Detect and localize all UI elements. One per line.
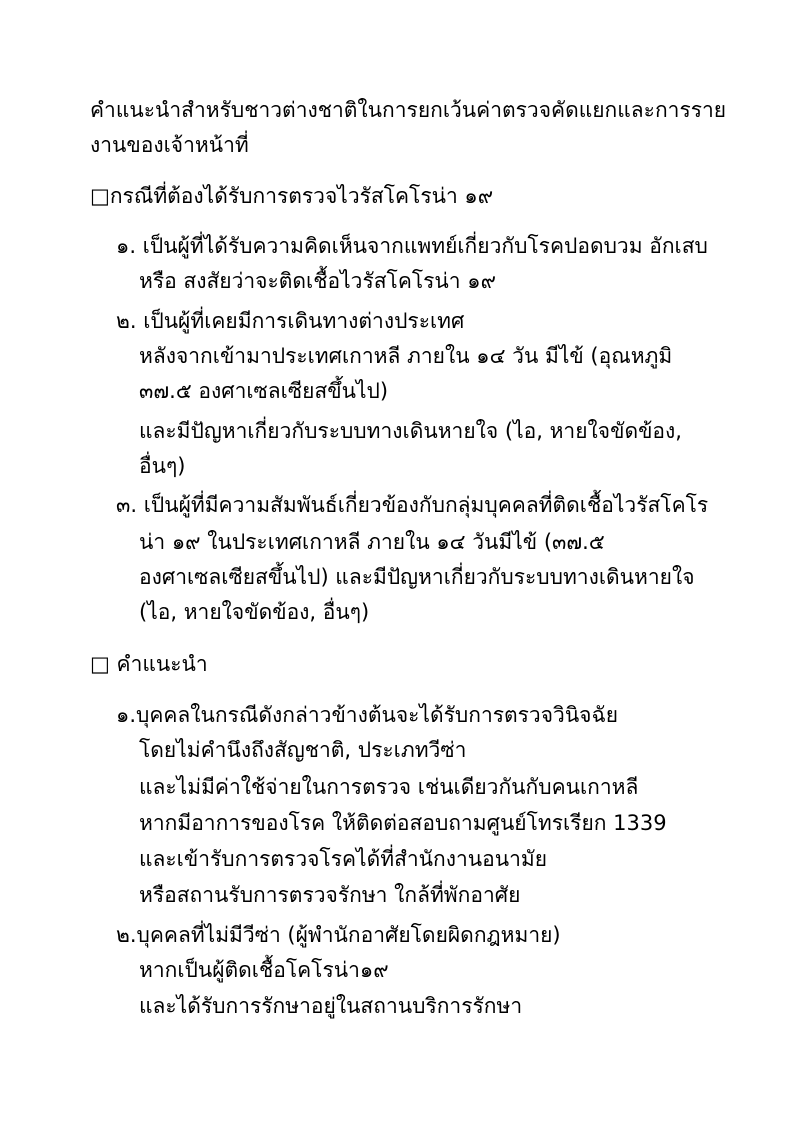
section-2-item-2-line-3: และได้รับการรักษาอยู่ในสถานบริการรักษา xyxy=(139,994,523,1018)
section-2-item-2-line-2: หากเป็นผู้ติดเชื้อโคโรน่า๑๙ xyxy=(139,958,389,982)
section-2-item-1-line-4: หากมีอาการของโรค ให้ติดต่อสอบถามศูนย์โทรเรียก 1339 xyxy=(139,811,667,835)
section-1-item-1-line-1: ๑. เป็นผู้ที่ได้รับความคิดเห็นจากแพทย์เกี่ยวกับโรคปอดบวม อักเสบ xyxy=(116,234,708,258)
section-1-item-2-line-5: อื่นๆ) xyxy=(139,454,186,478)
document-title-line-1: คำแนะนำสำหรับชาวต่างชาติในการยกเว้นค่าตรวจคัดแยกและการราย xyxy=(90,98,727,122)
section-1-item-1-line-2: หรือ สงสัยว่าจะติดเชื้อไวรัสโคโรน่า ๑๙ xyxy=(139,269,496,293)
document-title-line-2: งานของเจ้าหน้าที่ xyxy=(90,133,249,157)
section-1-item-2-line-4: และมีปัญหาเกี่ยวกับระบบทางเดินหายใจ (ไอ, หายใจขัดข้อง, xyxy=(139,419,682,443)
section-1-item-2-line-3: ๓๗.๕ องศาเซลเซียสขึ้นไป) xyxy=(139,379,389,403)
section-2-heading: □ คำแนะนำ xyxy=(90,652,208,676)
section-1-heading: □กรณีที่ต้องได้รับการตรวจไวรัสโคโรน่า ๑๙ xyxy=(90,184,494,208)
section-1-item-2-line-1: ๒. เป็นผู้ที่เคยมีการเดินทางต่างประเทศ xyxy=(116,309,465,333)
section-1-item-2-line-2: หลังจากเข้ามาประเทศเกาหลี ภายใน ๑๔ วัน มีไข้ (อุณหภูมิ xyxy=(139,344,673,368)
section-1-item-3-line-4: (ไอ, หายใจขัดข้อง, อื่นๆ) xyxy=(139,600,370,624)
section-1-item-3-line-1: ๓. เป็นผู้ที่มีความสัมพันธ์เกี่ยวข้องกับกลุ่มบุคคลที่ติดเชื้อไวรัสโคโร xyxy=(116,493,709,517)
section-2-item-2-line-1: ๒.บุคคลที่ไม่มีวีซ่า (ผู้พำนักอาศัยโดยผิดกฎหมาย) xyxy=(116,923,561,947)
section-2-item-1-line-5: และเข้ารับการตรวจโรคได้ที่สำนักงานอนามัย xyxy=(139,847,548,871)
section-2-item-1-line-3: และไม่มีค่าใช้จ่ายในการตรวจ เช่นเดียวกันกับคนเกาหลี xyxy=(139,775,639,799)
section-2-item-1-line-6: หรือสถานรับการตรวจรักษา ใกล้ที่พักอาศัย xyxy=(139,883,521,907)
section-2-item-1-line-2: โดยไม่คำนึงถึงสัญชาติ, ประเภทวีซ่า xyxy=(139,738,467,762)
section-2-item-1-line-1: ๑.บุคคลในกรณีดังกล่าวข้างต้นจะได้รับการตรวจวินิจฉัย xyxy=(116,703,619,727)
section-1-item-3-line-3: องศาเซลเซียสขึ้นไป) และมีปัญหาเกี่ยวกับระบบทางเดินหายใจ xyxy=(139,565,695,589)
section-1-item-3-line-2: น่า ๑๙ ในประเทศเกาหลี ภายใน ๑๔ วันมีไข้ (๓๗.๕ xyxy=(139,530,605,554)
